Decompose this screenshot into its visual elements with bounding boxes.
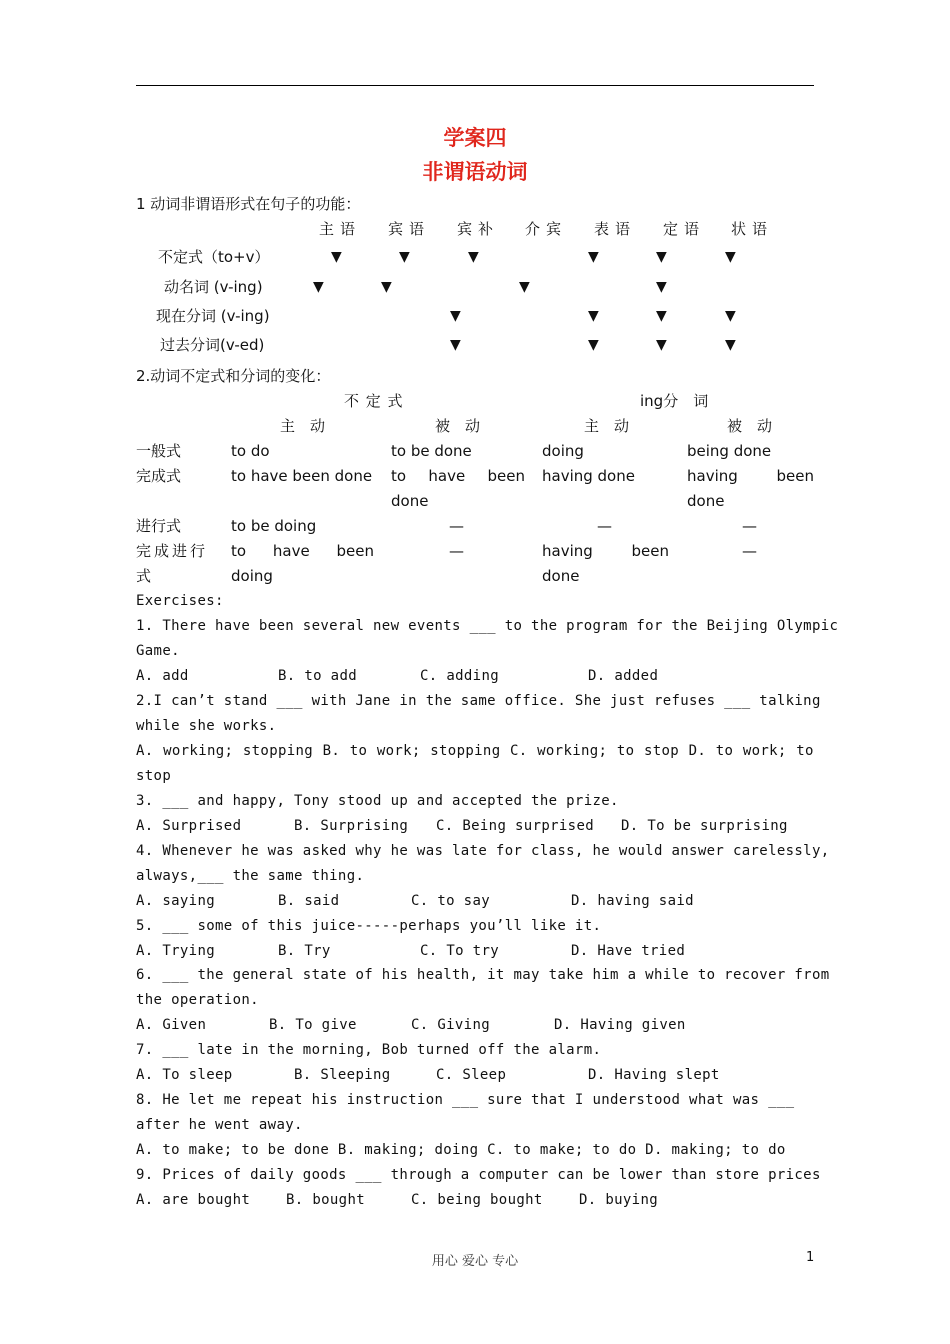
function-mark: ▼ xyxy=(468,249,479,265)
form-cell-cont: doing xyxy=(231,567,273,585)
function-mark: ▼ xyxy=(381,279,392,295)
sub-active-part: 主 动 xyxy=(584,417,630,435)
question-8: 8. He let me repeat his instruction ___ sure that I understood what was ___ xyxy=(136,1092,795,1108)
function-mark: ▼ xyxy=(725,337,736,353)
function-mark: ▼ xyxy=(519,279,530,295)
col-header: 介宾 xyxy=(525,220,568,238)
group-participle: ing分 词 xyxy=(640,392,709,410)
form-cell: to be done xyxy=(391,442,472,460)
form-label: 进行式 xyxy=(136,517,182,535)
exercises-heading: Exercises: xyxy=(136,593,224,609)
function-mark: ▼ xyxy=(656,279,667,295)
function-mark: ▼ xyxy=(725,249,736,265)
form-cell: — xyxy=(449,517,464,535)
row-label: 不定式（to+v） xyxy=(158,248,270,266)
col-header: 状语 xyxy=(731,220,774,238)
function-mark: ▼ xyxy=(588,308,599,324)
question-2: 2.I can’t stand ___ with Jane in the same office. She just refuses ___ talking xyxy=(136,693,821,709)
footer-motto: 用心 爱心 专心 xyxy=(431,1254,519,1269)
form-label: 完成进行 xyxy=(136,542,209,560)
function-mark: ▼ xyxy=(656,337,667,353)
question-1-cont: Game. xyxy=(136,643,180,659)
form-cell: having been xyxy=(687,467,814,485)
header-rule xyxy=(136,85,814,86)
question-6-cont: the operation. xyxy=(136,992,259,1008)
section1-heading: 1 动词非谓语形式在句子的功能： xyxy=(136,195,361,213)
col-header: 主语 xyxy=(319,220,362,238)
form-cell: having been xyxy=(542,542,669,560)
document-title: 学案四 xyxy=(443,126,507,150)
function-mark: ▼ xyxy=(588,337,599,353)
options-2: A. working; stopping B. to work; stopping C. working; to stop D. to work; to xyxy=(136,743,814,759)
form-cell: — xyxy=(449,542,464,560)
question-8-cont: after he went away. xyxy=(136,1117,303,1133)
function-mark: ▼ xyxy=(588,249,599,265)
form-cell: doing xyxy=(542,442,584,460)
row-label: 现在分词 (v-ing) xyxy=(156,307,270,325)
form-cell: to do xyxy=(231,442,270,460)
function-mark: ▼ xyxy=(656,249,667,265)
question-2-cont: while she works. xyxy=(136,718,277,734)
function-mark: ▼ xyxy=(450,308,461,324)
section2-heading: 2.动词不定式和分词的变化： xyxy=(136,367,331,385)
question-4-cont: always,___ the same thing. xyxy=(136,868,365,884)
question-4: 4. Whenever he was asked why he was late for class, he would answer carelessly, xyxy=(136,843,830,859)
function-mark: ▼ xyxy=(725,308,736,324)
question-5: 5. ___ some of this juice-----perhaps you’ll like it. xyxy=(136,918,602,934)
question-6: 6. ___ the general state of his health, it may take him a while to recover from xyxy=(136,967,830,983)
form-cell-cont: done xyxy=(391,492,429,510)
form-cell: — xyxy=(742,542,757,560)
question-9: 9. Prices of daily goods ___ through a computer can be lower than store prices xyxy=(136,1167,821,1183)
form-cell: having done xyxy=(542,467,635,485)
form-cell-cont: done xyxy=(542,567,580,585)
sub-passive-inf: 被 动 xyxy=(435,417,481,435)
form-cell: — xyxy=(742,517,757,535)
sub-active-inf: 主 动 xyxy=(280,417,326,435)
function-mark: ▼ xyxy=(399,249,410,265)
col-header: 宾补 xyxy=(457,220,500,238)
form-cell: — xyxy=(597,517,612,535)
question-3: 3. ___ and happy, Tony stood up and accepted the prize. xyxy=(136,793,619,809)
function-mark: ▼ xyxy=(656,308,667,324)
form-cell: to have been xyxy=(391,467,525,485)
col-header: 宾语 xyxy=(388,220,431,238)
function-mark: ▼ xyxy=(313,279,324,295)
question-1: 1. There have been several new events ___ to the program for the Beijing Olympic xyxy=(136,618,839,634)
form-label-cont: 式 xyxy=(136,567,152,585)
form-label: 完成式 xyxy=(136,467,182,485)
options-8: A. to make; to be done B. making; doing C. to make; to do D. making; to do xyxy=(136,1142,786,1158)
form-cell: to have been done xyxy=(231,467,373,485)
form-cell: to be doing xyxy=(231,517,317,535)
row-label: 过去分词(v-ed) xyxy=(160,336,265,354)
row-label: 动名词 (v-ing) xyxy=(164,278,263,296)
options-2-cont: stop xyxy=(136,768,172,784)
group-infinitive: 不 定 式 xyxy=(344,392,404,410)
form-cell-cont: done xyxy=(687,492,725,510)
col-header: 表语 xyxy=(594,220,637,238)
function-mark: ▼ xyxy=(331,249,342,265)
question-7: 7. ___ late in the morning, Bob turned off the alarm. xyxy=(136,1042,602,1058)
function-mark: ▼ xyxy=(450,337,461,353)
page-number: 1 xyxy=(806,1250,815,1265)
sub-passive-part: 被 动 xyxy=(727,417,773,435)
form-cell: being done xyxy=(687,442,772,460)
document-subtitle: 非谓语动词 xyxy=(422,160,528,184)
col-header: 定语 xyxy=(663,220,706,238)
form-label: 一般式 xyxy=(136,442,182,460)
form-cell: to have been xyxy=(231,542,374,560)
